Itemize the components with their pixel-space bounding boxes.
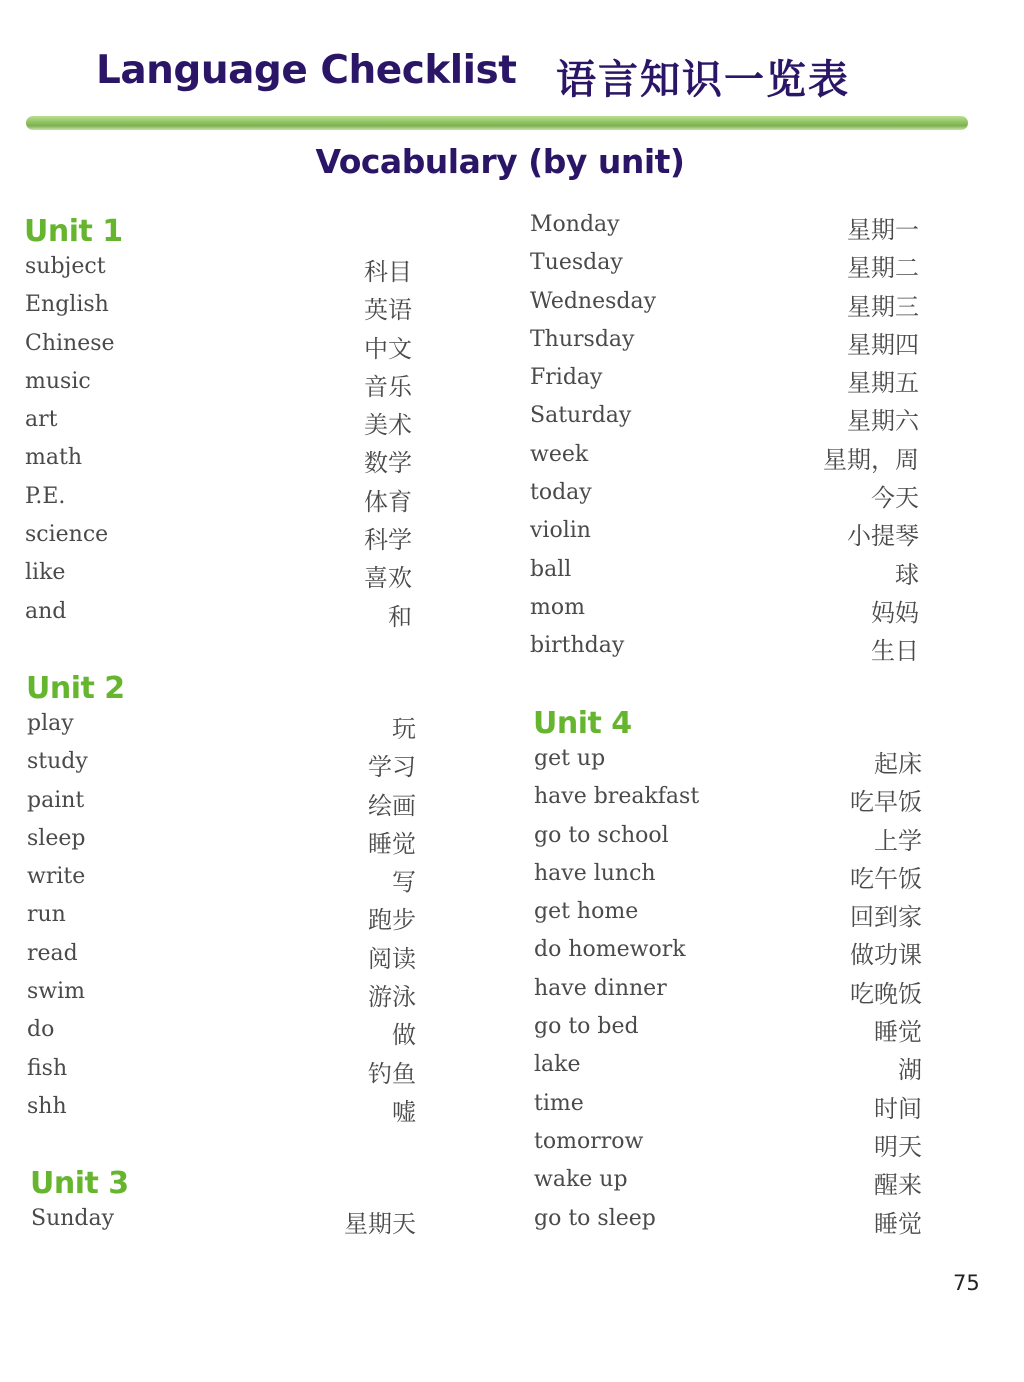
vocab-chinese: 吃晚饭 — [850, 979, 922, 1008]
vocab-chinese: 喜欢 — [364, 564, 412, 593]
vocab-english: P.E. — [25, 483, 66, 509]
vocab-row — [530, 633, 919, 671]
vocab-english: mom — [530, 594, 585, 620]
vocab-row — [31, 1206, 416, 1244]
vocab-chinese: 科目 — [364, 258, 412, 286]
vocab-english: week — [530, 441, 589, 467]
vocab-row — [25, 407, 412, 445]
vocab-english: violin — [530, 518, 591, 544]
vocab-row — [27, 826, 416, 864]
vocab-chinese: 星期一 — [847, 216, 919, 244]
vocab-chinese: 嘘 — [392, 1097, 416, 1126]
vocab-chinese: 数学 — [364, 449, 412, 478]
vocab-chinese: 跑步 — [368, 906, 416, 935]
unit-3-list-continued — [530, 212, 919, 672]
unit-2-list — [27, 711, 416, 1132]
vocab-chinese: 星期五 — [847, 369, 919, 398]
vocab-row — [27, 711, 416, 749]
vocab-chinese: 明天 — [874, 1132, 922, 1161]
vocab-chinese: 球 — [895, 560, 919, 589]
vocab-english: run — [27, 902, 66, 928]
vocab-row — [530, 595, 919, 633]
vocab-chinese: 今天 — [871, 484, 919, 513]
vocab-row — [534, 746, 922, 784]
unit-2-heading: Unit 2 — [26, 671, 125, 706]
vocab-english: paint — [27, 787, 85, 813]
vocab-chinese: 吃午饭 — [850, 864, 922, 893]
vocab-row — [27, 902, 416, 940]
vocab-row — [534, 976, 922, 1014]
unit-4-list — [534, 746, 922, 1244]
unit-1-list — [25, 254, 412, 637]
vocab-chinese: 湖 — [898, 1056, 922, 1085]
vocab-row — [530, 212, 919, 250]
vocab-english: music — [25, 368, 91, 394]
vocab-english: Monday — [530, 212, 620, 237]
vocab-row — [25, 445, 412, 483]
vocab-row — [25, 331, 412, 369]
vocab-row — [27, 941, 416, 979]
vocab-english: Saturday — [530, 403, 632, 429]
vocab-english: get up — [534, 746, 606, 771]
vocab-english: get home — [534, 899, 639, 925]
vocab-chinese: 钓鱼 — [368, 1059, 416, 1088]
vocab-chinese: 妈妈 — [871, 598, 919, 627]
vocab-row — [27, 749, 416, 787]
vocab-english: write — [27, 864, 86, 890]
vocab-chinese: 做 — [392, 1021, 416, 1050]
vocab-chinese: 和 — [388, 602, 412, 631]
vocab-english: have lunch — [534, 860, 656, 886]
vocab-chinese: 星期四 — [847, 330, 919, 359]
vocab-english: have dinner — [534, 975, 667, 1001]
vocab-english: and — [25, 598, 67, 624]
vocab-chinese: 星期，周 — [823, 445, 919, 474]
vocab-english: do homework — [534, 937, 686, 963]
vocab-chinese: 学习 — [368, 753, 416, 782]
vocab-chinese: 绘画 — [368, 791, 416, 820]
vocab-english: study — [27, 749, 88, 775]
vocab-chinese: 写 — [392, 868, 416, 897]
vocab-english: lake — [534, 1052, 581, 1078]
unit-3-heading: Unit 3 — [30, 1166, 129, 1201]
page-title-chinese: 语言知识一览表 — [556, 56, 850, 103]
vocab-chinese: 体育 — [364, 487, 412, 516]
vocab-row — [530, 365, 919, 403]
vocab-english: math — [25, 445, 82, 471]
page-number: 75 — [953, 1271, 980, 1295]
vocab-row — [27, 1056, 416, 1094]
vocab-row — [530, 327, 919, 365]
vocab-english: Chinese — [25, 330, 115, 356]
unit-3-list-start — [31, 1206, 416, 1244]
vocab-row — [27, 979, 416, 1017]
vocab-english: art — [25, 407, 58, 433]
page-title-english: Language Checklist — [96, 48, 517, 93]
vocab-row — [534, 1052, 922, 1090]
vocab-chinese: 玩 — [392, 715, 416, 743]
vocab-english: play — [27, 711, 74, 736]
vocab-chinese: 音乐 — [364, 372, 412, 401]
vocab-row — [530, 557, 919, 595]
vocab-english: read — [27, 940, 78, 966]
vocab-chinese: 美术 — [364, 411, 412, 440]
vocab-row — [25, 484, 412, 522]
vocab-english: wake up — [534, 1167, 628, 1193]
vocab-row — [25, 599, 412, 637]
vocab-row — [534, 899, 922, 937]
vocab-chinese: 星期六 — [847, 407, 919, 436]
vocab-row — [534, 937, 922, 975]
vocab-english: today — [530, 480, 592, 506]
vocab-row — [534, 1167, 922, 1205]
vocab-english: go to school — [534, 822, 669, 848]
vocab-english: ball — [530, 556, 572, 582]
vocab-english: fish — [27, 1055, 68, 1081]
vocab-chinese: 中文 — [364, 334, 412, 363]
vocab-chinese: 睡觉 — [874, 1018, 922, 1047]
vocab-chinese: 做功课 — [850, 941, 922, 970]
vocab-chinese: 上学 — [874, 826, 922, 855]
vocab-english: Thursday — [530, 326, 635, 352]
vocab-row — [25, 522, 412, 560]
vocab-chinese: 科学 — [364, 526, 412, 555]
section-subtitle: Vocabulary (by unit) — [315, 142, 685, 181]
vocab-row — [25, 292, 412, 330]
vocab-chinese: 阅读 — [368, 944, 416, 973]
vocab-english: have breakfast — [534, 784, 700, 810]
vocab-row — [534, 823, 922, 861]
title-divider — [26, 116, 968, 130]
vocab-english: shh — [27, 1093, 67, 1119]
vocab-english: Friday — [530, 365, 603, 391]
vocab-english: do — [27, 1017, 55, 1043]
vocab-row — [534, 1091, 922, 1129]
vocab-chinese: 小提琴 — [847, 522, 919, 551]
vocab-row — [25, 560, 412, 598]
unit-4-heading: Unit 4 — [533, 706, 632, 741]
vocab-english: go to sleep — [534, 1205, 656, 1231]
vocab-english: birthday — [530, 633, 625, 659]
vocab-english: time — [534, 1090, 584, 1116]
vocab-english: Sunday — [31, 1206, 115, 1231]
vocab-row — [25, 254, 412, 292]
vocab-row — [27, 1094, 416, 1132]
vocab-row — [534, 1129, 922, 1167]
vocab-row — [534, 861, 922, 899]
vocab-english: English — [25, 292, 109, 318]
vocab-english: subject — [25, 254, 106, 279]
vocab-row — [530, 289, 919, 327]
vocab-chinese: 起床 — [874, 750, 922, 778]
vocab-english: go to bed — [534, 1014, 639, 1040]
vocab-english: sleep — [27, 825, 86, 851]
vocab-row — [530, 518, 919, 556]
vocab-english: science — [25, 522, 109, 548]
vocab-chinese: 星期二 — [847, 254, 919, 283]
vocab-english: swim — [27, 979, 86, 1005]
vocab-row — [27, 864, 416, 902]
vocab-row — [530, 250, 919, 288]
vocab-chinese: 游泳 — [368, 983, 416, 1012]
vocab-chinese: 睡觉 — [874, 1209, 922, 1238]
vocab-chinese: 英语 — [364, 296, 412, 325]
vocab-chinese: 回到家 — [850, 903, 922, 932]
vocab-row — [27, 1017, 416, 1055]
vocab-english: Wednesday — [530, 288, 657, 314]
vocab-chinese: 星期天 — [344, 1210, 416, 1238]
vocab-row — [530, 403, 919, 441]
vocab-row — [27, 788, 416, 826]
vocab-chinese: 时间 — [874, 1094, 922, 1123]
vocab-english: tomorrow — [534, 1128, 644, 1154]
vocab-chinese: 睡觉 — [368, 829, 416, 858]
vocab-chinese: 星期三 — [847, 292, 919, 321]
vocab-row — [534, 1206, 922, 1244]
vocab-english: Tuesday — [530, 250, 623, 276]
vocab-chinese: 吃早饭 — [850, 788, 922, 817]
vocab-row — [534, 1014, 922, 1052]
vocab-row — [534, 784, 922, 822]
vocab-chinese: 醒来 — [874, 1171, 922, 1200]
vocab-chinese: 生日 — [871, 637, 919, 666]
vocab-row — [530, 480, 919, 518]
vocab-row — [25, 369, 412, 407]
unit-1-heading: Unit 1 — [24, 214, 123, 249]
vocab-english: like — [25, 560, 66, 586]
vocab-row — [530, 442, 919, 480]
